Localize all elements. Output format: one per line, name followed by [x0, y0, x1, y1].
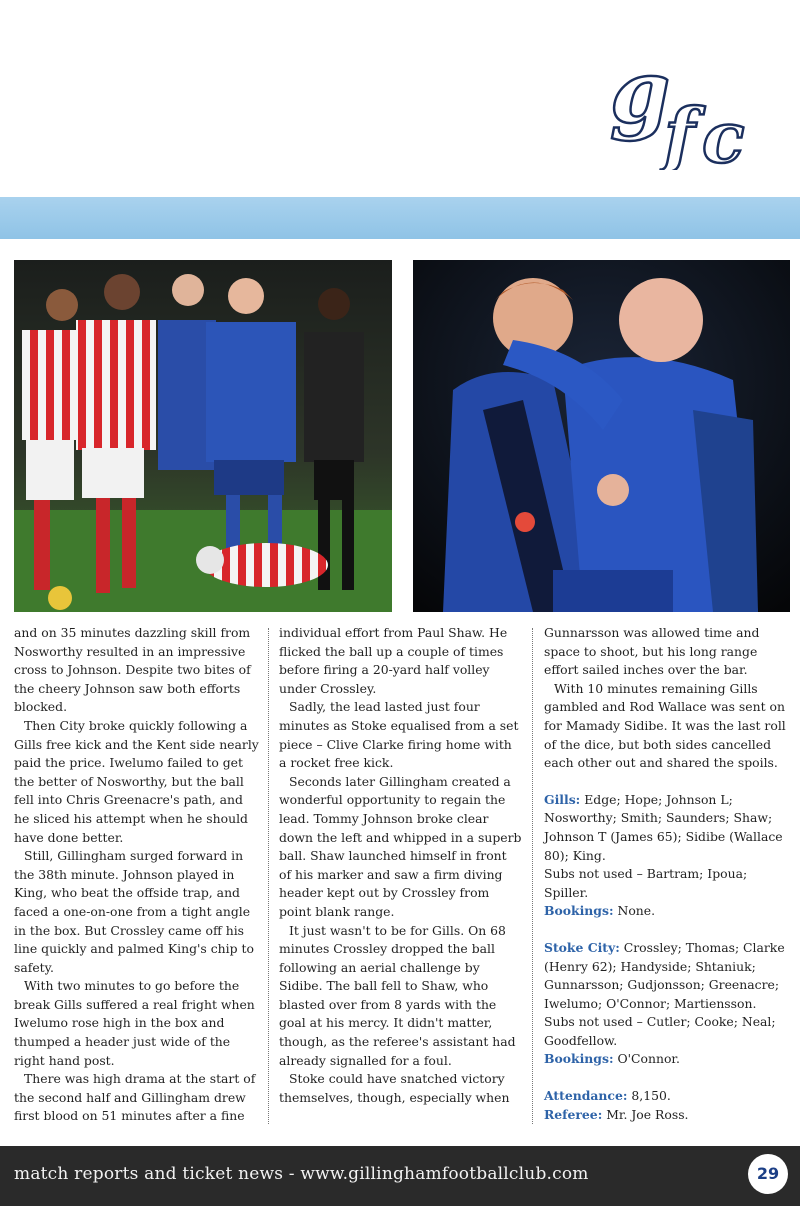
- attendance-value: 8,150.: [631, 1088, 671, 1104]
- gills-bookings-value: None.: [617, 903, 656, 919]
- page-footer: [0, 1146, 800, 1206]
- match-photo-left: [14, 260, 392, 612]
- gills-bookings-label: Bookings:: [544, 903, 614, 919]
- article-paragraph: Seconds later Gillingham created a wonderful opportunity to regain the lead. Tommy Johnson broke clear down the left and whipped in a superb ball. Shaw launched himself in front of his marker and saw a firm diving header kept out by Crossley from point blank range.: [279, 773, 522, 919]
- gills-bookings: [544, 902, 790, 921]
- stoke-subs: Subs not used – Cutler; Cooke; Neal; Goodfellow.: [544, 1014, 776, 1048]
- article-paragraph: Gunnarsson was allowed time and space to shoot, but his long range effort sailed inches over the bar.: [544, 625, 760, 678]
- article-column-3: [544, 624, 790, 1124]
- logo-letter-g: g: [610, 52, 671, 143]
- players-and-referee-photo-icon: [14, 260, 392, 612]
- article-paragraph: There was high drama at the start of the second half and Gillingham drew first blood on 51 minutes after a fine: [14, 1071, 256, 1124]
- logo-letter-c: c: [702, 96, 745, 170]
- gfc-monogram-icon: [606, 52, 796, 170]
- article-paragraph: It just wasn't to be for Gills. On 68 minutes Crossley dropped the ball following an aerial challenge by Sidibe. The ball fell to Shaw, who blasted over from 8 yards with the goal at his mercy. It didn't matter, though, as the referee's assistant had already signalled for a foul.: [279, 922, 516, 1068]
- article-paragraph: With two minutes to go before the break Gills suffered a real fright when Iwelumo rose high in the box and thumped a header just wide of the right hand post.: [14, 978, 255, 1068]
- stoke-lineup-block: [544, 939, 790, 1069]
- referee-label: Referee:: [544, 1106, 603, 1122]
- article-column-2: [279, 624, 522, 1107]
- header-band: [0, 197, 800, 239]
- article-paragraph: Stoke could have snatched victory themselves, though, especially when: [279, 1071, 510, 1105]
- article-column-1: [14, 624, 260, 1126]
- gills-subs: Subs not used – Bartram; Ipoua; Spiller.: [544, 866, 748, 900]
- stoke-players: Crossley; Thomas; Clarke (Henry 62); Handyside; Shtaniuk; Gunnarsson; Gudjonsson; Greenacre; Iwelumo; O'Connor; Martiensson.: [544, 939, 785, 1011]
- attendance-label: Attendance:: [544, 1088, 628, 1104]
- match-photo-right: [413, 260, 790, 612]
- referee-value: Mr. Joe Ross.: [606, 1106, 689, 1122]
- article-paragraph: With 10 minutes remaining Gills gambled and Rod Wallace was sent on for Mamady Sidibe. It was the last roll of the dice, but both sides cancelled each other out and shared the spoils.: [544, 680, 786, 771]
- stoke-bookings: [544, 1050, 790, 1069]
- article-paragraph: Then City broke quickly following a Gills free kick and the Kent side nearly paid the price. Iwelumo failed to get the better of Nosworthy, but the ball fell into Chris Greenacre's path, and he sliced his attempt when he should have done better.: [14, 717, 259, 845]
- gfc-logo: [606, 52, 796, 170]
- stoke-label: Stoke City:: [544, 939, 620, 955]
- match-info-block: [544, 1087, 790, 1124]
- players-celebrating-photo-icon: [413, 260, 790, 612]
- article-paragraph: individual effort from Paul Shaw. He flicked the ball up a couple of times before firing a 20-yard half volley under Crossley.: [279, 625, 508, 696]
- stoke-bookings-label: Bookings:: [544, 1051, 614, 1067]
- gills-players: Edge; Hope; Johnson L; Nosworthy; Smith; Saunders; Shaw; Johnson T (James 65); Sidibe (Wallace 80); King.: [544, 791, 783, 863]
- article-paragraph: Sadly, the lead lasted just four minutes as Stoke equalised from a set piece – Clive Clarke firing home with a rocket free kick.: [279, 699, 519, 771]
- article-paragraph: Still, Gillingham surged forward in the 38th minute. Johnson played in King, who beat the offside trap, and faced a one-on-one from a tight angle in the box. But Crossley came off his line quickly and palmed King's chip to safety.: [14, 848, 254, 975]
- page-number-badge: 29: [748, 1154, 788, 1194]
- gills-lineup-block: [544, 791, 790, 921]
- article-paragraph: and on 35 minutes dazzling skill from Nosworthy resulted in an impressive cross to Johnson. Despite two bites of the cheery Johnson saw both efforts blocked.: [14, 625, 251, 715]
- gills-lineup: [544, 791, 790, 865]
- footer-text: match reports and ticket news - www.gillinghamfootballclub.com: [14, 1164, 589, 1184]
- stoke-lineup: [544, 939, 790, 1013]
- attendance: [544, 1087, 790, 1106]
- column-divider: [268, 628, 269, 1124]
- referee: [544, 1106, 790, 1125]
- gills-label: Gills:: [544, 791, 581, 807]
- stoke-bookings-value: O'Connor.: [617, 1051, 680, 1067]
- logo-letter-f: f: [664, 92, 695, 170]
- column-divider: [532, 628, 533, 1124]
